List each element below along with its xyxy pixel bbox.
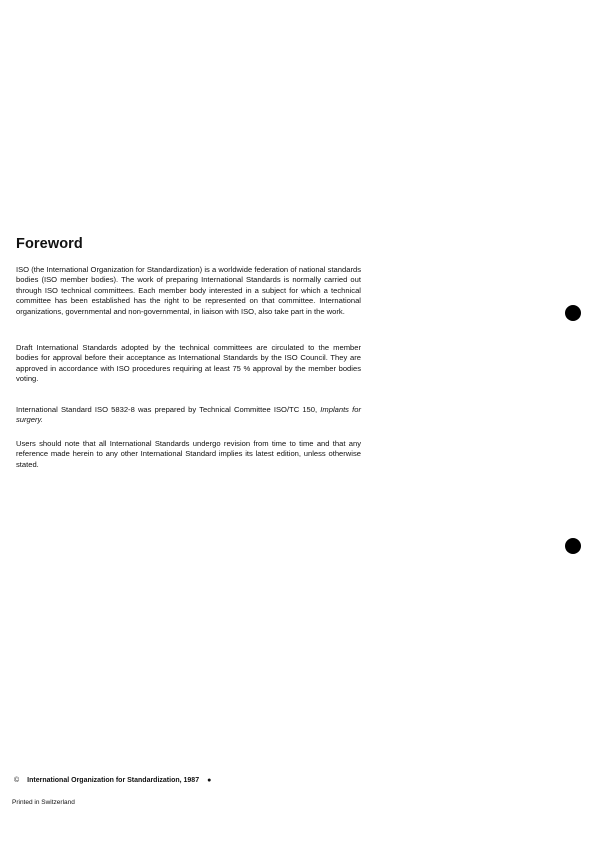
printed-in-note: Printed in Switzerland xyxy=(12,799,75,806)
punch-hole-bottom xyxy=(565,538,581,554)
committee-title: Implants for surgery. xyxy=(16,405,361,425)
copyright-line xyxy=(14,777,211,784)
copyright-text: International Organization for Standardization, 1987 xyxy=(27,777,200,784)
preparation-statement: International Standard ISO 5832-8 was prepared by Technical Committee ISO/TC 150, xyxy=(16,405,318,414)
punch-hole-top xyxy=(565,305,581,321)
page-title: Foreword xyxy=(16,236,83,252)
bullet-icon: ● xyxy=(207,777,212,784)
paragraph-standard-preparation xyxy=(16,405,361,426)
paragraph-iso-federation: ISO (the International Organization for Standardization) is a worldwide federation of national standards bodies (ISO member bodies). The work of preparing International Standards is normally carried out through ISO technical committees. Each member body interested in a subject for which a technical committee has been established has the right to be represented on that committee. International organizations, governmental and non-governmental, in liaison with ISO, also take part in the work. xyxy=(16,265,361,316)
paragraph-revision-note: Users should note that all International Standards undergo revision from time to time and that any reference made herein to any other International Standard implies its latest edition, unless otherwise stated. xyxy=(16,439,361,469)
copyright-symbol: © xyxy=(14,777,20,784)
paragraph-draft-standards: Draft International Standards adopted by the technical committees are circulated to the member bodies for approval before their acceptance as International Standards by the ISO Council. They are approved in accordance with ISO procedures requiring at least 75 % approval by the member bodies voting. xyxy=(16,343,361,384)
